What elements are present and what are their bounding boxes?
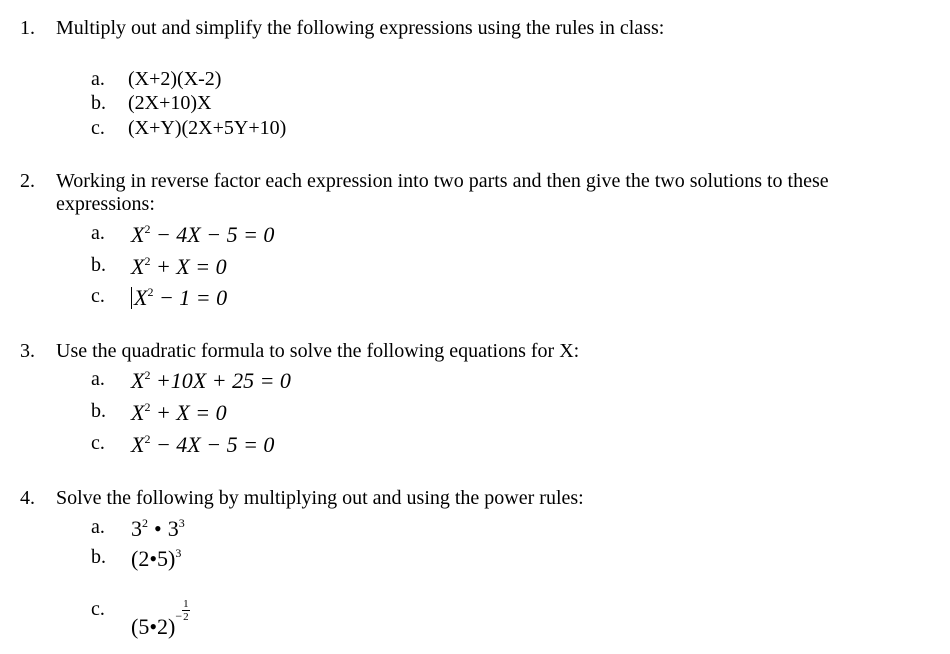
item-label: c.	[91, 432, 105, 454]
item-label: b.	[91, 254, 106, 276]
item-expression: (5•2)− $\frac{1}{2}$	[131, 598, 189, 639]
question-text: Use the quadratic formula to solve the following equations for X:	[56, 340, 580, 362]
question-text: Multiply out and simplify the following expressions using the rules in class:	[56, 17, 665, 39]
question-number: 3.	[20, 340, 35, 362]
item-equation: $X^2 - 4X - 5 = 0$	[131, 222, 275, 247]
question-number: 2.	[20, 170, 35, 192]
question-text: Working in reverse factor each expression into two parts and then give the two solutions to these	[56, 170, 829, 192]
item-label: c.	[91, 598, 105, 620]
item-expression: (X+2)(X-2)	[128, 68, 222, 90]
item-expression: (2X+10)X	[128, 92, 212, 114]
question-number: 4.	[20, 487, 35, 509]
question-number: 1.	[20, 17, 35, 39]
item-label: c.	[91, 285, 105, 307]
item-label: a.	[91, 68, 105, 90]
item-equation: $X^2 - 4X - 5 = 0$	[131, 432, 275, 457]
item-equation: $X^2 + X = 0$	[131, 254, 227, 279]
item-equation: $X^2 - 1 = 0$	[131, 285, 227, 311]
item-label: b.	[91, 546, 106, 568]
item-equation: $X^2 + X = 0$	[131, 400, 227, 425]
question-text: expressions:	[56, 193, 155, 215]
item-label: a.	[91, 516, 105, 538]
item-expression: (X+Y)(2X+5Y+10)	[128, 117, 287, 139]
item-expression: $3^2$ • $3^3$	[131, 516, 185, 541]
item-label: b.	[91, 92, 106, 114]
item-equation: $X^2 +10X + 25 = 0$	[131, 368, 291, 393]
question-text: Solve the following by multiplying out and using the power rules:	[56, 487, 584, 509]
item-label: a.	[91, 368, 105, 390]
item-expression: (2•5)$^3$	[131, 546, 182, 571]
item-label: a.	[91, 222, 105, 244]
item-label: b.	[91, 400, 106, 422]
text-cursor	[131, 287, 132, 309]
item-label: c.	[91, 117, 105, 139]
fraction-exponent: $\frac{1}{2}$	[183, 598, 189, 623]
